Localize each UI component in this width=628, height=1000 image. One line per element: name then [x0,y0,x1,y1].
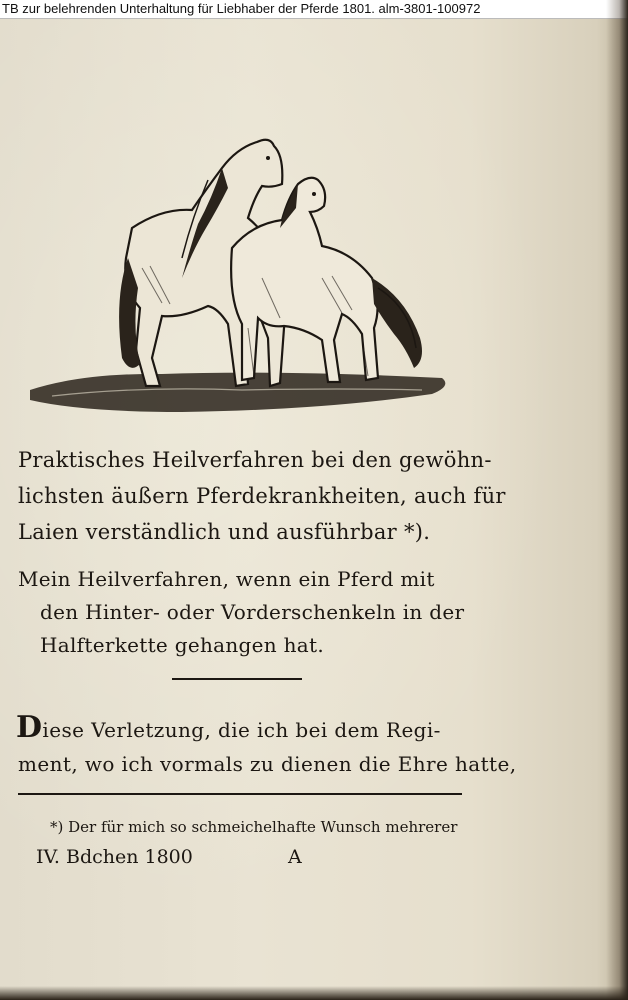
page-bottom-shadow [0,986,628,1000]
sheet-signature-mark: A [288,846,302,868]
title-line-1: Praktisches Heilverfahren bei den gewöhn- [18,448,492,472]
archive-caption: TB zur belehrenden Unterhaltung für Liebhaber der Pferde 1801. alm-3801-100972 [0,0,628,19]
drop-cap: D [16,710,43,745]
body-line-1 [16,710,441,745]
footnote-text: *) Der für mich so schmeichelhafte Wunsch mehrerer [50,818,458,836]
subtitle-line-1: Mein Heilverfahren, wenn ein Pferd mit [18,567,435,591]
body-line-2: ment, wo ich vormals zu dienen die Ehre hatte, [18,752,517,776]
body-line-1-text: iese Verletzung, die ich bei dem Regi- [42,718,441,742]
title-line-3: Laien verständlich und ausführbar *). [18,520,431,544]
title-line-2: lichsten äußern Pferdekrankheiten, auch für [18,484,506,508]
footnote-rule [18,793,462,795]
subtitle-line-3: Halfterkette gehangen hat. [40,633,325,657]
subtitle-line-2: den Hinter- oder Vorderschenkeln in der [40,600,465,624]
volume-signature: IV. Bdchen 1800 [36,846,193,868]
section-divider [172,678,302,680]
page-edge-shadow [606,0,628,1000]
two-horses-woodcut-icon [22,128,462,418]
